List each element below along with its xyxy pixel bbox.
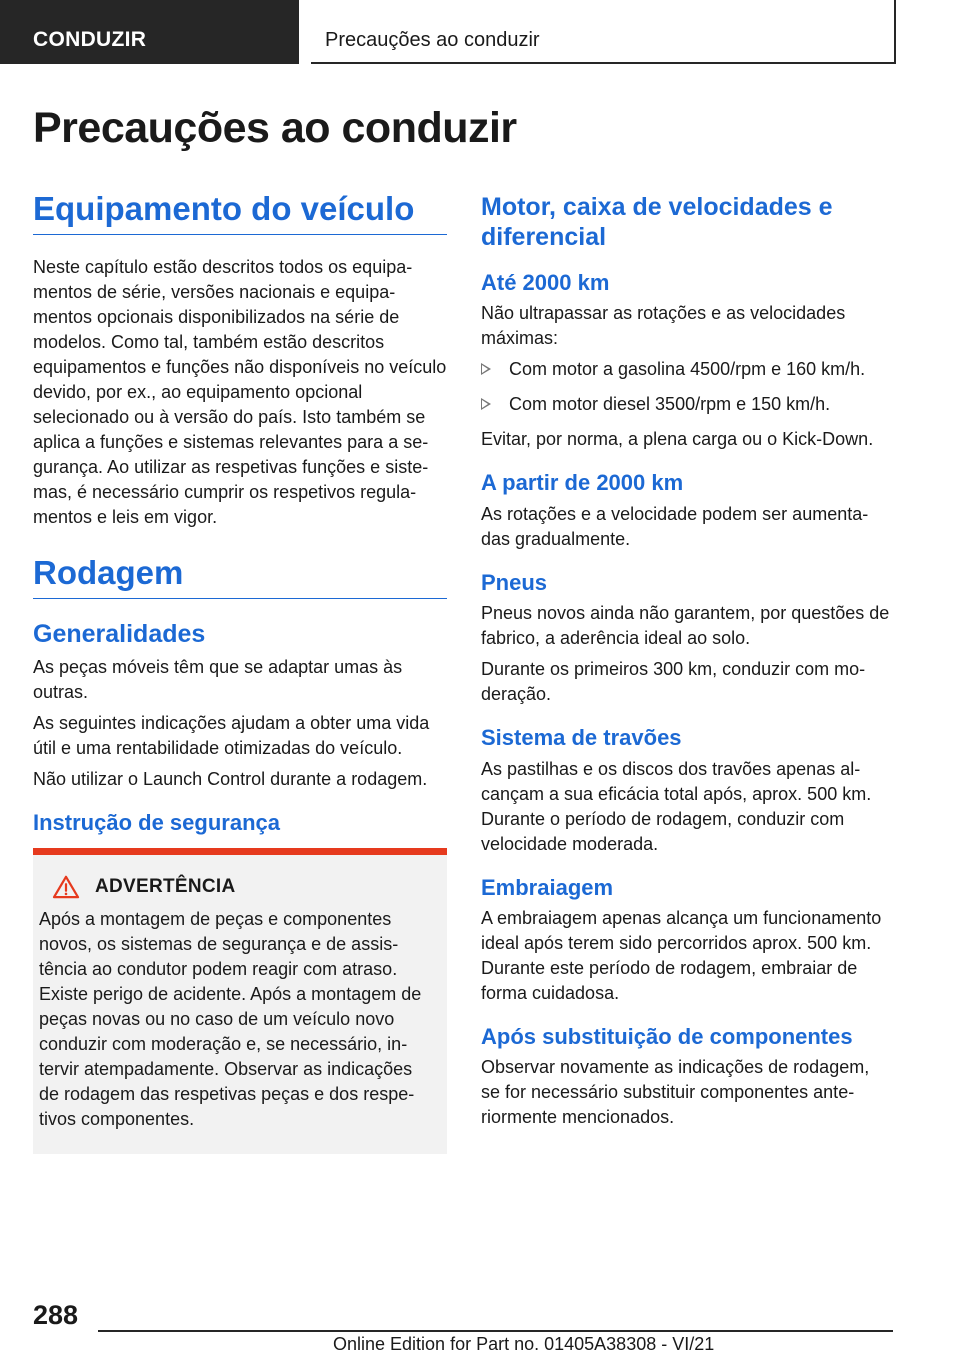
paragraph-pneus-1: Pneus novos ainda não garantem, por questões de fabrico, a aderência ideal ao solo. [481, 603, 890, 649]
paragraph-generalidades-3: Não utilizar o Launch Control durante a rodagem. [33, 768, 428, 789]
footer-divider [98, 1330, 893, 1332]
warning-triangle-icon [51, 875, 81, 899]
page-number: 288 [33, 1300, 79, 1330]
heading-embraiagem: Embraiagem [481, 874, 614, 900]
heading-generalidades: Generalidades [33, 619, 206, 648]
heading-ate-2000: Até 2000 km [481, 270, 610, 295]
warning-box [33, 848, 447, 1154]
warning-text: Após a montagem de peças e componentes novos, os sistemas de segurança e de assistência ao condutor podem reagir com atraso. Existe perigo de acidente. Após a montagem de peças novas ou no caso de um veículo novo conduzir com moderação e, se necessário, intervir atempadamente. Observar as indicações de rodagem das respetivas peças e dos respetivos componentes. [39, 909, 422, 1130]
warning-header [39, 875, 437, 899]
page-title: Precauções ao conduzir [33, 104, 517, 152]
paragraph-pneus-2: Durante os primeiros 300 km, conduzir com moderação. [481, 659, 866, 705]
left-column [33, 190, 447, 1154]
heading-substituicao: Após substituição de componentes [481, 1023, 853, 1049]
list-item-text: Com motor a gasolina 4500/rpm e 160 km/h. [509, 359, 866, 380]
list-item [481, 392, 891, 417]
heading-pneus: Pneus [481, 569, 548, 595]
paragraph-substituicao: Observar novamente as indicações de rodagem, se for necessário substituir componentes anteriormente mencionados. [481, 1057, 870, 1128]
heading-travoes: Sistema de travões [481, 725, 682, 751]
heading-motor: Motor, caixa de velocidades e diferencial [481, 193, 833, 251]
warning-title: ADVERTÊNCIA [95, 876, 236, 898]
paragraph-kick-down: Evitar, por norma, a plena carga ou o Kick-Down. [481, 429, 874, 450]
paragraph-partir-2000: As rotações e a velocidade podem ser aumentadas gradualmente. [481, 503, 869, 549]
heading-equipamento: Equipamento do veículo [33, 190, 447, 235]
header-chapter-label: Precauções ao conduzir [325, 29, 540, 51]
paragraph-embraiagem: A embraiagem apenas alcança um funcionamento ideal após terem sido percorridos aprox. 500 km. Durante este período de rodagem, embraiar de forma cuidadosa. [481, 907, 882, 1003]
heading-partir-2000: A partir de 2000 km [481, 470, 684, 496]
paragraph-generalidades-1: As peças móveis têm que se adaptar umas às outras. [33, 656, 403, 702]
list-item-text: Com motor diesel 3500/rpm e 150 km/h. [509, 394, 831, 415]
heading-seguranca: Instrução de segurança [33, 809, 280, 835]
header-section-label: CONDUZIR [33, 28, 147, 51]
bullet-arrow-icon [481, 398, 491, 410]
heading-rodagem: Rodagem [33, 554, 447, 599]
header-chapter-box [311, 0, 896, 64]
paragraph-equipamento: Neste capítulo estão descritos todos os equipamentos de série, versões nacionais e equipamentos opcionais disponibilizados na série de modelos. Como tal, também estão descritos equipamentos e funções não disponíveis no veículo devido, por ex., ao equipamento opcional selecionado ou à versão do país. Isto também se aplica a funções e sistemas relevantes para a segurança. Ao utilizar as respetivas funções e sistemas, é necessário cumprir os respetivos regulamentos e leis em vigor. [33, 256, 447, 527]
paragraph-generalidades-2: As seguintes indicações ajudam a obter uma vida útil e uma rentabilidade otimizadas do veículo. [33, 712, 430, 758]
list-item [481, 357, 891, 382]
speed-limits-list [481, 357, 891, 417]
bullet-arrow-icon [481, 363, 491, 375]
right-column [481, 192, 891, 1136]
paragraph-travoes: As pastilhas e os discos dos travões apenas alcançam a sua eficácia total após, aprox. 500 km. Durante o período de rodagem, conduzir com velocidade moderada. [481, 758, 872, 854]
footer-edition: Online Edition for Part no. 01405A38308 - VI/21 [333, 1334, 715, 1354]
header-section-tab [0, 0, 299, 64]
paragraph-ate-2000: Não ultrapassar as rotações e as velocidades máximas: [481, 303, 846, 349]
